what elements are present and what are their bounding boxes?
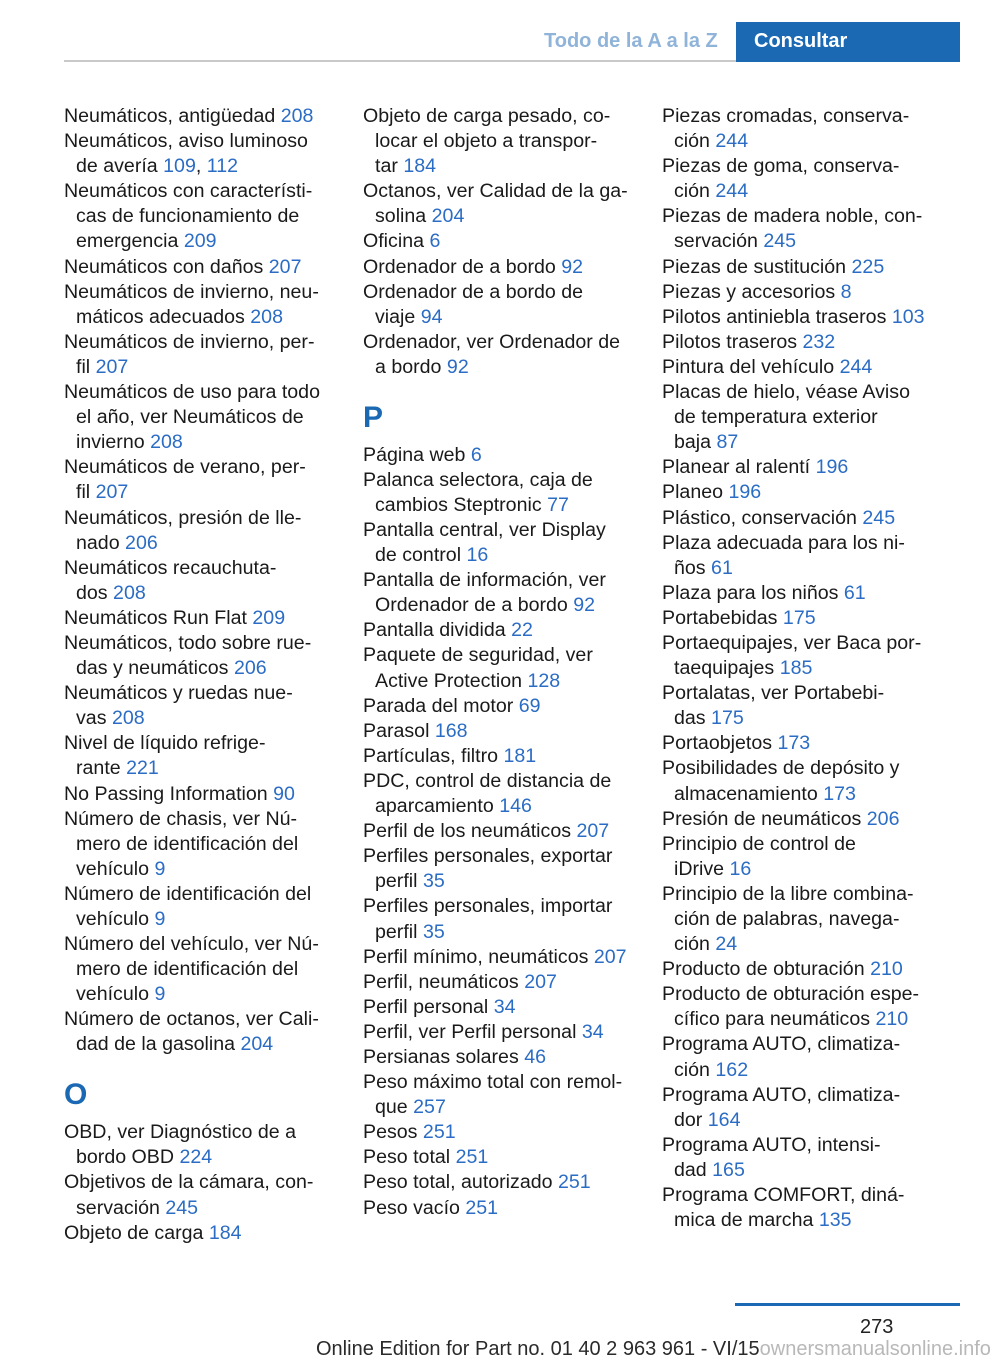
index-entry-text: Producto de obturación <box>662 958 865 981</box>
index-entry <box>662 832 937 882</box>
index-entry <box>363 568 633 618</box>
index-entry <box>363 229 633 254</box>
index-entry <box>64 932 334 1007</box>
index-entry-text: Oficina <box>363 230 424 253</box>
index-entry <box>64 1120 334 1170</box>
page-reference-link[interactable]: 162 <box>715 1058 749 1081</box>
index-entry <box>363 1020 633 1045</box>
page-reference-link[interactable]: 34 <box>581 1020 604 1043</box>
index-entry <box>363 618 633 643</box>
page-reference-link[interactable]: 245 <box>165 1196 199 1219</box>
page-reference-link[interactable]: 109 <box>163 155 196 178</box>
page-reference-link[interactable]: 207 <box>593 945 627 968</box>
index-entry <box>363 330 633 380</box>
index-entry-text: Neumáticos, presión de llenado <box>64 506 302 554</box>
index-entry <box>662 1133 937 1183</box>
page-reference-link[interactable]: 9 <box>154 908 166 930</box>
index-entry-text: Piezas cromadas, conservación <box>662 105 910 153</box>
index-entry-text: Portalatas, ver Portabebidas <box>662 682 885 730</box>
index-entry-text: Pesos <box>363 1121 418 1144</box>
index-entry <box>662 631 937 681</box>
index-entry-text: Peso máximo total con remolque <box>363 1071 623 1119</box>
index-entry-text: Ordenador, ver Ordenador de a bordo <box>363 330 621 378</box>
index-entry-text: Portaequipajes, ver Baca portaequipajes <box>662 631 922 680</box>
index-entry-text: Número del vehículo, ver Número de identificación del vehículo <box>64 933 319 1006</box>
index-entry <box>662 355 937 380</box>
page-reference-link[interactable]: 207 <box>524 970 557 993</box>
index-entry <box>662 480 937 505</box>
index-entry <box>64 731 334 781</box>
index-entry-text: Plástico, conservación <box>662 506 857 529</box>
index-entry-text: Neumáticos, todo sobre ruedas y neumáticos <box>64 631 312 680</box>
index-entry <box>662 380 937 455</box>
index-entry-text: Octanos, ver Calidad de la gasolina <box>363 180 628 228</box>
index-entry <box>662 330 937 355</box>
footer-edition: Online Edition for Part no. 01 40 2 963 961 - VI/15 <box>316 1338 760 1360</box>
index-entry-text: Planeo <box>662 481 724 504</box>
index-entry-text: Neumáticos, aviso luminoso de avería <box>64 130 308 178</box>
index-entry <box>64 380 334 455</box>
index-entry: Neumáticos, aviso luminoso de avería 109, 112 <box>64 130 308 178</box>
page-reference-link[interactable]: 251 <box>455 1146 489 1169</box>
index-entry-text: Neumáticos, antigüedad <box>64 105 276 127</box>
index-column-3 <box>662 104 937 1233</box>
page-reference-link[interactable]: 251 <box>465 1196 499 1219</box>
page-reference-link[interactable]: 16 <box>466 544 489 567</box>
index-entry <box>363 179 633 229</box>
page-reference-link[interactable]: 165 <box>712 1158 745 1181</box>
index-entry-text: Número de octanos, ver Calidad de la gasolina <box>64 1008 319 1056</box>
index-entry <box>363 819 633 844</box>
page-reference-link[interactable]: 184 <box>208 1221 242 1244</box>
page-reference-link[interactable]: 206 <box>866 807 900 830</box>
index-entry-text: Ordenador de a bordo <box>363 255 556 278</box>
page-reference-link[interactable]: 128 <box>527 669 561 692</box>
page-reference-link[interactable]: 61 <box>711 556 733 579</box>
index-entry-text: Piezas de madera noble, conservación <box>662 205 923 253</box>
index-entry-text: Persianas solares <box>363 1045 519 1068</box>
index-entry <box>363 280 633 330</box>
footer-watermark: ownersmanualsonline.info <box>759 1338 991 1360</box>
index-entry-text: Neumáticos Run Flat <box>64 606 247 629</box>
index-entry-text: Pilotos traseros <box>662 330 798 353</box>
page-reference-link[interactable]: 35 <box>422 920 445 943</box>
index-entry-text: Principio de control de iDrive <box>662 832 856 880</box>
page-reference-link[interactable]: 69 <box>518 694 541 717</box>
index-entry <box>64 330 334 380</box>
index-letter-heading: P <box>363 400 384 434</box>
index-entry-text: Número de chasis, ver Número de identificación del vehículo <box>64 807 299 880</box>
page-reference-link[interactable]: 22 <box>511 619 533 642</box>
page-reference-link[interactable]: 207 <box>576 820 610 843</box>
index-entry <box>662 1183 937 1233</box>
page-reference-link[interactable]: 244 <box>715 130 749 153</box>
page-reference-link[interactable]: 92 <box>446 355 469 378</box>
index-entry-text: Palanca selectora, caja de cambios Steptronic <box>363 468 593 516</box>
page-reference-link[interactable]: 184 <box>403 155 437 178</box>
index-entry <box>662 606 937 631</box>
page-reference-link[interactable]: 204 <box>240 1033 274 1056</box>
index-entry <box>363 995 633 1020</box>
index-entry <box>662 104 937 154</box>
index-entry-text: Neumáticos de verano, perfil <box>64 456 306 504</box>
page-reference-link[interactable]: 221 <box>126 757 159 780</box>
index-entry <box>363 844 633 894</box>
index-entry <box>64 104 334 129</box>
index-entry-text: Portabebidas <box>662 606 778 629</box>
index-entry-text: Portaobjetos <box>662 732 773 755</box>
index-entry <box>64 506 334 556</box>
page-reference-link[interactable]: 208 <box>280 105 314 127</box>
page-reference-link[interactable]: 112 <box>206 155 238 178</box>
index-entry-text: Ordenador de a bordo de viaje <box>363 280 584 328</box>
index-entry-text: Partículas, filtro <box>363 744 499 767</box>
index-entry <box>662 756 937 806</box>
index-entry <box>64 631 334 681</box>
index-entry-text: Página web <box>363 443 466 466</box>
index-entry-text: Principio de la libre combinación de palabras, navegación <box>662 882 914 956</box>
index-entry-text: Programa AUTO, climatizador <box>662 1083 901 1131</box>
index-entry <box>662 957 937 982</box>
page-reference-link[interactable]: 208 <box>111 707 145 730</box>
page-reference-link[interactable]: 35 <box>422 870 445 893</box>
index-entry <box>363 945 633 970</box>
index-entry <box>662 204 937 254</box>
index-column-1 <box>64 104 334 1246</box>
index-entry <box>64 782 334 807</box>
index-entry-text: Producto de obturación específico para neumáticos <box>662 983 920 1031</box>
index-entry <box>363 1045 633 1070</box>
index-entry-text: Peso vacío <box>363 1196 460 1219</box>
page-reference-link[interactable]: 209 <box>183 230 217 253</box>
page-reference-link[interactable]: 173 <box>777 732 811 755</box>
index-entry <box>662 531 937 581</box>
index-entry <box>64 179 334 254</box>
index-entry <box>662 681 937 731</box>
index-entry-text: Neumáticos de invierno, neumáticos adecuados <box>64 280 319 328</box>
page-reference-link[interactable]: 168 <box>434 719 468 742</box>
index-entry-text: Piezas de goma, conservación <box>662 155 900 203</box>
page-reference-link[interactable]: 9 <box>154 983 166 1006</box>
index-entry <box>363 1120 633 1145</box>
page-reference-link[interactable]: 146 <box>499 795 532 818</box>
index-entry <box>363 970 633 995</box>
page-reference-link[interactable]: 16 <box>729 857 752 880</box>
index-entry-text: Pilotos antiniebla traseros <box>662 305 887 328</box>
index-entry <box>64 455 334 505</box>
page-reference-link[interactable]: 6 <box>470 443 482 466</box>
index-entry <box>64 606 334 631</box>
index-entry <box>662 280 937 305</box>
index-entry-text: Neumáticos y ruedas nuevas <box>64 682 293 730</box>
index-column-2 <box>363 104 633 1221</box>
index-entry-text: Neumáticos con características de funcionamiento de emergencia <box>64 180 313 253</box>
index-entry <box>363 468 633 518</box>
page-reference-link[interactable]: 257 <box>413 1096 446 1119</box>
index-entry-text: Peso total, autorizado <box>363 1171 553 1194</box>
index-entry-text: Piezas y accesorios <box>662 280 836 303</box>
index-entry-text: Neumáticos de uso para todo el año, ver Neumáticos de invierno <box>64 381 320 454</box>
page-reference-link[interactable]: 206 <box>233 657 267 680</box>
index-entry <box>363 769 633 819</box>
page-reference-link[interactable]: 34 <box>493 995 516 1018</box>
page-reference-link[interactable]: 8 <box>840 280 852 303</box>
page-reference-link[interactable]: 204 <box>431 205 465 228</box>
page-reference-link[interactable]: 209 <box>252 606 286 629</box>
page-reference-link[interactable]: 92 <box>561 255 584 278</box>
page-reference-link[interactable]: 244 <box>715 180 749 203</box>
page-number-rule <box>735 1303 960 1306</box>
page-reference-link[interactable]: 251 <box>422 1121 456 1144</box>
page-reference-link[interactable]: 207 <box>95 481 129 504</box>
page-reference-link[interactable]: 175 <box>711 707 744 730</box>
page-reference-link[interactable]: 244 <box>839 355 873 378</box>
index-entry <box>64 280 334 330</box>
index-entry-text: Pantalla central, ver Display de control <box>363 519 606 567</box>
index-entry <box>363 694 633 719</box>
index-entry-text: Perfiles personales, importar perfil <box>363 895 613 943</box>
index-entry <box>64 255 334 280</box>
index-entry <box>363 643 633 693</box>
page-reference-link[interactable]: 207 <box>95 355 129 378</box>
index-entry <box>64 1007 334 1057</box>
index-entry <box>363 255 633 280</box>
index-entry <box>662 455 937 480</box>
index-entry <box>363 719 633 744</box>
index-entry <box>662 731 937 756</box>
chapter-tab: Consultar <box>736 22 960 62</box>
page-reference-link[interactable]: 196 <box>815 456 849 479</box>
index-entry-text: Placas de hielo, véase Aviso de temperatura exterior baja <box>662 381 910 454</box>
page-reference-link[interactable]: 208 <box>150 431 183 454</box>
index-entry-text: Objeto de carga pesado, colocar el objeto a transportar <box>363 105 611 178</box>
index-entry-text: No Passing Information <box>64 782 268 805</box>
index-entry-text: Perfiles personales, exportar perfil <box>363 845 613 893</box>
page-reference-link[interactable]: 185 <box>779 657 813 680</box>
footer <box>316 1338 991 1361</box>
page-number: 273 <box>860 1316 894 1338</box>
page-reference-link[interactable]: 175 <box>782 606 816 629</box>
section-title: Todo de la A a la Z <box>544 30 718 52</box>
index-entry-text: Perfil de los neumáticos <box>363 820 572 843</box>
index-entry <box>662 807 937 832</box>
index-entry-text: Pantalla de información, ver Ordenador de a bordo <box>363 569 606 617</box>
index-entry-text: Pintura del vehículo <box>662 355 835 378</box>
index-entry <box>64 1170 334 1220</box>
page-reference-link[interactable]: 208 <box>250 305 283 328</box>
index-entry-text: Programa AUTO, climatización <box>662 1033 901 1081</box>
index-entry-text: Piezas de sustitución <box>662 255 847 278</box>
page-reference-link[interactable]: 181 <box>503 744 537 767</box>
index-entry-text: Perfil, neumáticos <box>363 970 519 993</box>
index-entry-text: Programa COMFORT, dinámica de marcha <box>662 1184 905 1232</box>
index-entry <box>363 1070 633 1120</box>
index-entry <box>363 1170 633 1195</box>
index-entry-text: Objeto de carga <box>64 1221 204 1244</box>
index-entry <box>363 104 633 179</box>
page-reference-link[interactable]: 90 <box>273 782 295 805</box>
index-entry-text: Presión de neumáticos <box>662 807 862 830</box>
index-entry-text: Parasol <box>363 719 430 742</box>
page-reference-link[interactable]: 24 <box>715 933 738 956</box>
index-entry <box>363 894 633 944</box>
index-entry <box>363 1145 633 1170</box>
page-reference-link[interactable]: 135 <box>818 1209 852 1232</box>
index-entry <box>64 807 334 882</box>
page-reference-link[interactable]: 196 <box>728 481 762 504</box>
index-entry <box>363 1196 633 1221</box>
index-letter-heading: O <box>64 1078 88 1112</box>
page-reference-link[interactable]: 245 <box>763 230 797 253</box>
page-reference-link[interactable]: 164 <box>707 1108 741 1131</box>
index-entry-text: Perfil personal <box>363 995 489 1018</box>
index-entry-text: PDC, control de distancia de aparcamiento <box>363 769 612 818</box>
index-entry-text: Neumáticos de invierno, perfil <box>64 330 315 378</box>
index-entry-text: Plaza adecuada para los niños <box>662 531 905 579</box>
index-entry <box>662 982 937 1032</box>
index-entry <box>64 1221 334 1246</box>
page-reference-link[interactable]: 61 <box>843 581 866 604</box>
page-reference-link[interactable]: 210 <box>870 958 903 981</box>
index-entry-text: Posibilidades de depósito y almacenamiento <box>662 757 900 805</box>
page-reference-link[interactable]: 87 <box>716 431 739 454</box>
index-entry <box>363 744 633 769</box>
page-reference-link[interactable]: 9 <box>154 857 166 880</box>
index-entry <box>662 882 937 957</box>
index-entry <box>662 154 937 204</box>
index-entry <box>662 305 937 330</box>
page-reference-link[interactable]: 207 <box>268 255 302 278</box>
index-entry <box>662 255 937 280</box>
index-entry <box>662 506 937 531</box>
page-reference-link[interactable]: 208 <box>113 581 146 604</box>
index-entry-text: Paquete de seguridad, ver Active Protection <box>363 644 593 692</box>
index-entry <box>662 1032 937 1082</box>
index-entry <box>662 581 937 606</box>
index-entry-text: Neumáticos recauchutados <box>64 556 277 604</box>
page-reference-link[interactable]: 206 <box>125 531 158 554</box>
index-entry <box>64 681 334 731</box>
index-entry-text: Pantalla dividida <box>363 619 506 642</box>
page-reference-link[interactable]: 224 <box>179 1146 213 1169</box>
index-entry-text: Planear al ralentí <box>662 456 811 479</box>
index-entry-text: Perfil, ver Perfil personal <box>363 1020 577 1043</box>
page-reference-link[interactable]: 6 <box>429 230 441 253</box>
page-reference-link[interactable]: 77 <box>547 493 569 516</box>
index-entry-text: Nivel de líquido refrigerante <box>64 732 266 780</box>
index-entry-text: Programa AUTO, intensidad <box>662 1133 881 1181</box>
index-entry <box>363 518 633 568</box>
index-entry <box>363 443 633 468</box>
index-entry-text: Peso total <box>363 1146 451 1169</box>
index-entry-text: Número de identificación del vehículo <box>64 882 312 930</box>
page-reference-link[interactable]: 103 <box>891 305 925 328</box>
page-reference-link[interactable]: 94 <box>420 305 443 328</box>
page-reference-link[interactable]: 46 <box>524 1045 546 1068</box>
index-entry <box>662 1083 937 1133</box>
page-reference-link[interactable]: 92 <box>573 594 596 617</box>
index-entry-text: OBD, ver Diagnóstico de a bordo OBD <box>64 1121 296 1169</box>
page-reference-link[interactable]: 245 <box>862 506 896 529</box>
index-entry-text: Neumáticos con daños <box>64 255 264 278</box>
page-reference-link[interactable]: 173 <box>823 782 856 805</box>
page-reference-link[interactable]: 232 <box>802 330 836 353</box>
index-entry <box>64 556 334 606</box>
page-reference-link[interactable]: 210 <box>875 1008 909 1031</box>
page-reference-link[interactable]: 225 <box>851 255 885 278</box>
index-entry-text: Objetivos de la cámara, conservación <box>64 1171 314 1219</box>
page-reference-link[interactable]: 251 <box>557 1171 591 1194</box>
index-entry-text: Parada del motor <box>363 694 514 717</box>
index-entry-text: Perfil mínimo, neumáticos <box>363 945 589 968</box>
index-entry-text: Plaza para los niños <box>662 581 839 604</box>
index-entry <box>64 882 334 932</box>
